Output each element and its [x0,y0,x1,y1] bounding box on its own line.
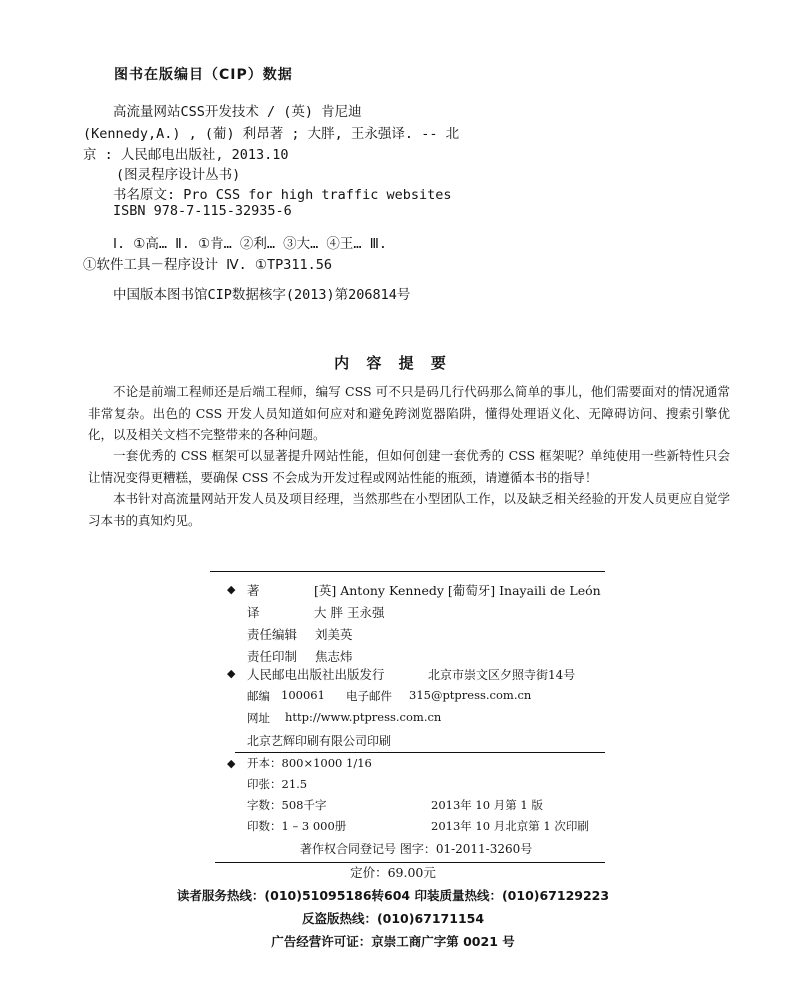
words: 字数：508千字 [247,798,327,812]
bullet-icon: ◆ [227,667,236,680]
divider [235,752,605,753]
print-value: 焦志炜 [315,649,353,664]
price: 定价：69.00元 [350,865,436,880]
cip-line: (Kennedy,A.) , (葡) 利昂著 ; 大胖, 王永强译. -- 北 [83,126,460,142]
format: 开本：800×1000 1/16 [247,756,372,770]
web-url: http://www.ptpress.com.cn [285,710,442,724]
summary-paragraph: 本书针对高流量网站开发人员及项目经理，当然那些在小型团队工作，以及缺乏相关经验的开发人员更应自觉学习本书的真知灼见。 [88,491,730,528]
web-label: 网址 [247,711,270,725]
cip-line: 书名原文: Pro CSS for high traffic websites [113,187,452,203]
divider [210,571,605,572]
printer: 北京艺辉印刷有限公司印刷 [247,734,392,748]
postcode: 100061 [281,688,325,702]
summary-paragraph: 一套优秀的 CSS 框架可以显著提升网站性能，但如何创建一套优秀的 CSS 框架呢？单纯使用一些新特性只会让情况变得更糟糕，要确保 CSS 不会成为开发过程或网站性能的瓶颈，请遵循本书的指导！ [88,448,730,485]
summary-title: 内 容 提 要 [334,354,452,372]
bullet-icon: ◆ [227,757,236,770]
translator-label: 译 [247,605,260,620]
piracy-hotline: 反盗版热线：(010)67171154 [301,911,485,926]
cip-line: ①软件工具－程序设计 Ⅳ. ①TP311.56 [83,257,332,273]
cip-number: 中国版本图书馆CIP数据核字(2013)第206814号 [113,287,411,303]
postcode-label: 邮编 [247,689,270,703]
cip-line: ISBN 978-7-115-32935-6 [113,203,292,219]
summary-paragraph: 不论是前端工程师还是后端工程师，编写 CSS 可不只是码几行代码那么简单的事儿，他们需要面对的情况通常非常复杂。出色的 CSS 开发人员知道如何应对和避免跨浏览器陷阱，懂得处理语义化、无障碍访问、搜索引擎优化，以及相关文档不完整带来的各种问题。 [88,384,730,442]
cip-title: 图书在版编目（CIP）数据 [114,67,293,83]
edition: 2013年 10 月第 1 版 [431,798,543,812]
author-label: 著 [247,583,260,598]
printing: 2013年 10 月北京第 1 次印刷 [431,819,589,833]
cip-line: 京 : 人民邮电出版社, 2013.10 [83,147,289,163]
editor-value: 刘美英 [315,627,353,642]
publisher: 人民邮电出版社出版发行 [247,667,385,682]
ad-license: 广告经营许可证：京崇工商广字第 0021 号 [271,934,515,949]
email: 315@ptpress.com.cn [409,688,532,702]
cip-line: Ⅰ. ①高… Ⅱ. ①肯… ②利… ③大… ④王… Ⅲ. [113,236,388,252]
translator-value: 大 胖 王永强 [314,605,385,620]
copies: 印数：1 – 3 000册 [247,819,347,833]
print-label: 责任印制 [247,649,298,664]
author-value: [英] Antony Kennedy [葡萄牙] Inayaili de León [314,583,601,598]
copyright-registration: 著作权合同登记号 图字：01-2011-3260号 [300,842,533,856]
sheets: 印张：21.5 [247,777,308,791]
email-label: 电子邮件 [346,689,392,703]
bullet-icon: ◆ [227,583,236,596]
address: 北京市崇文区夕照寺街14号 [428,668,576,682]
editor-label: 责任编辑 [247,627,298,642]
service-hotlines: 读者服务热线：(010)51095186转604 印装质量热线：(010)67129223 [176,888,610,903]
cip-line: (图灵程序设计丛书) [116,167,241,183]
cip-line: 高流量网站CSS开发技术 / (英) 肯尼迪 [113,104,362,120]
